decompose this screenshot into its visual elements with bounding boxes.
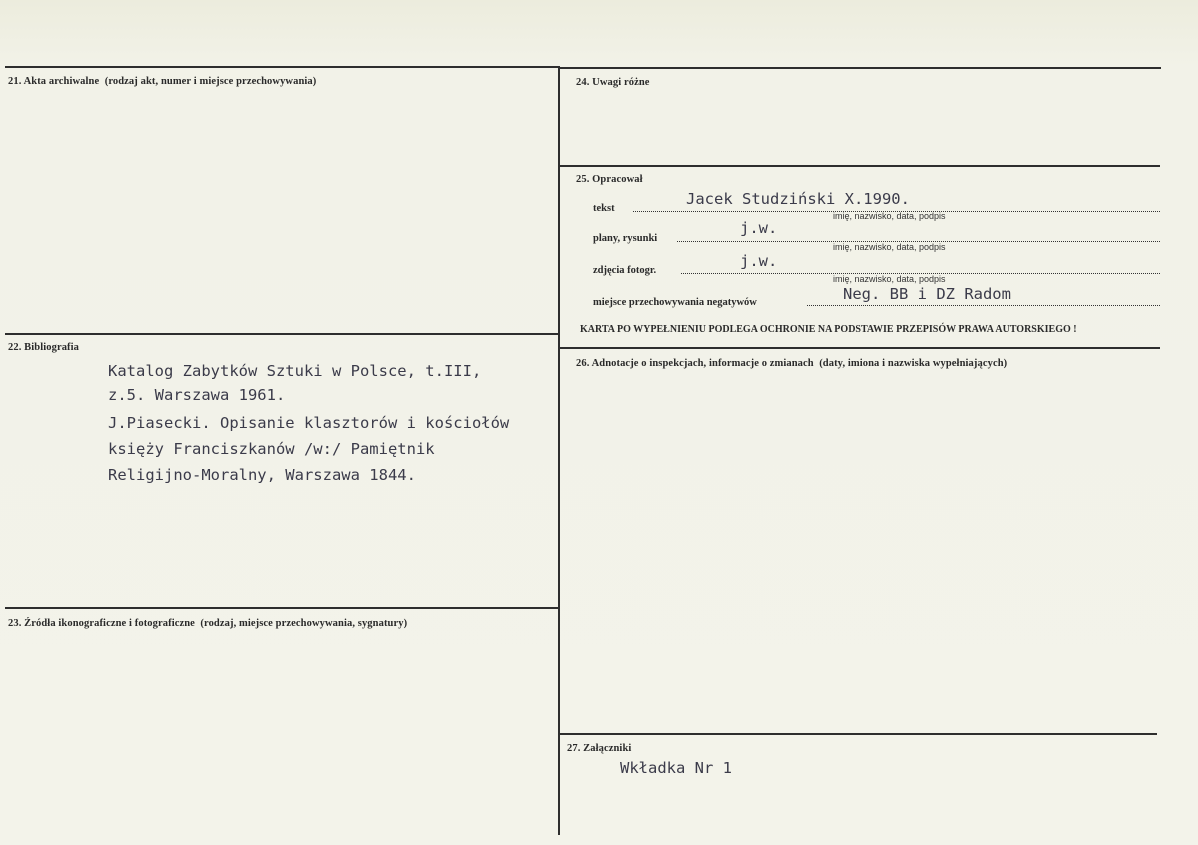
section-23-label: 23. Źródła ikonograficzne i fotograficzne (rodzaj, miejsce przechowywania, sygnatury) <box>8 618 408 629</box>
rule-22-23 <box>5 607 559 609</box>
section-26-label: 26. Adnotacje o inspekcjach, informacje o zmianach (daty, imiona i nazwiska wypełniających) <box>576 358 1008 369</box>
section-22-label: 22. Bibliografia <box>8 342 80 353</box>
rule-26-27 <box>560 733 1157 735</box>
dotted-line <box>807 305 1160 306</box>
top-rule-right <box>560 67 1161 69</box>
bibliography-line: Religijno-Moralny, Warszawa 1844. <box>108 466 416 484</box>
copyright-notice: KARTA PO WYPEŁNIENIU PODLEGA OCHRONIE NA PODSTAWIE PRZEPISÓW PRAWA AUTORSKIEGO ! <box>580 324 1077 335</box>
field-plany-rysunki: plany, rysunki <box>593 230 1160 244</box>
field-negatywy: miejsce przechowywania negatywów <box>593 294 1160 308</box>
negatywy-value: Neg. BB i DZ Radom <box>843 285 1011 303</box>
plany-value: j.w. <box>740 219 778 237</box>
tekst-hint: imię, nazwisko, data, podpis <box>833 211 946 221</box>
plany-hint: imię, nazwisko, data, podpis <box>833 242 946 252</box>
field-zdjecia: zdjęcia fotogr. <box>593 262 1160 276</box>
rule-25-26 <box>560 347 1160 349</box>
field-tekst: tekst <box>593 200 1160 214</box>
zdjecia-hint: imię, nazwisko, data, podpis <box>833 274 946 284</box>
bibliography-line: z.5. Warszawa 1961. <box>108 386 286 404</box>
zdjecia-value: j.w. <box>740 252 778 270</box>
bibliography-line: Katalog Zabytków Sztuki w Polsce, t.III, <box>108 362 482 380</box>
rule-21-22 <box>5 333 559 335</box>
rule-24-25 <box>560 165 1160 167</box>
bibliography-line: J.Piasecki. Opisanie klasztorów i kościołów <box>108 414 510 432</box>
section-24-label: 24. Uwagi różne <box>576 77 650 88</box>
tekst-value: Jacek Studziński X.1990. <box>686 190 910 208</box>
section-27-label: 27. Załączniki <box>567 743 632 754</box>
bibliography-line: księży Franciszkanów /w:/ Pamiętnik <box>108 440 435 458</box>
center-divider <box>558 67 560 835</box>
section-25-label: 25. Opracował <box>576 174 643 185</box>
section-21-label: 21. Akta archiwalne (rodzaj akt, numer i miejsce przechowywania) <box>8 76 317 87</box>
attachment-value: Wkładka Nr 1 <box>620 759 732 777</box>
top-rule-left <box>5 66 560 68</box>
